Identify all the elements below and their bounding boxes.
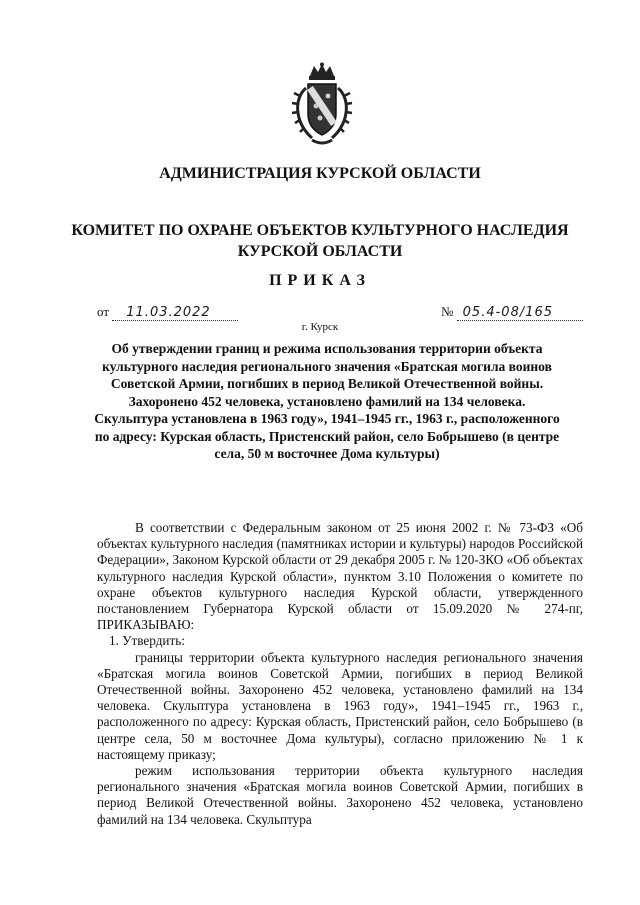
committee-title (0, 220, 640, 262)
administration-title: АДМИНИСТРАЦИЯ КУРСКОЙ ОБЛАСТИ (159, 165, 481, 182)
date-value: 11.03.2022 (112, 305, 238, 321)
body-paragraph: режим использования территории объекта культурного наследия регионального значения «Братская могила воинов Советской Армии, погибших в период Великой Отечественной войны. Захоронено 452 человека, установлено фамилий на 134 человека. Скульптура (97, 763, 583, 827)
coat-of-arms-icon (290, 62, 354, 146)
body-paragraph: 1. Утвердить: (109, 633, 185, 649)
order-subject: Об утверждении границ и режима использования территории объекта культурного наследия регионального значения «Братская могила воинов Советской Армии, погибших в период Великой Отечественной войны. Захоронено 452 человека, установлено фамилий на 134 человека. Скульптура установлена в 1963 году», 1941–1945 гг., 1963 г., расположенного по адресу: Курская область, Пристенский район, село Бобрышево (в центре села, 50 м восточнее Дома культуры) (94, 341, 560, 461)
number-field (441, 304, 583, 321)
order-body (97, 520, 583, 828)
committee-title-line2: КУРСКОЙ ОБЛАСТИ (237, 243, 403, 260)
committee-title-line1: КОМИТЕТ ПО ОХРАНЕ ОБЪЕКТОВ КУЛЬТУРНОГО НАСЛЕДИЯ (71, 222, 569, 239)
body-paragraph: В соответствии с Федеральным законом от 25 июня 2002 г. № 73-ФЗ «Об объектах культурного наследия (памятниках истории и культуры) народов Российской Федерации», Законом Курской области от 29 декабря 2005 г. № 120-ЗКО «Об объектах культурного наследия Курской области», пунктом 3.10 Положения о комитете по охране объектов культурного наследия Курской области, утвержденного постановлением Губернатора Курской области от 15.09.2020 № 274-пг, ПРИКАЗЫВАЮ: (97, 520, 583, 633)
number-prefix: № (441, 304, 454, 319)
document-type: ПРИКАЗ (269, 272, 371, 289)
number-value: 05.4-08/165 (457, 305, 583, 321)
date-field (97, 304, 238, 321)
date-prefix: от (97, 304, 110, 319)
body-paragraph: границы территории объекта культурного наследия регионального значения «Братская могила воинов Советской Армии, погибших в период Великой Отечественной войны. Захоронено 452 человека, установлено фамилий на 134 человека. Скульптура установлена в 1963 году», 1941–1945 гг., 1963 г., расположенного по адресу: Курская область, Пристенский район, село Бобрышево (в центре села, 50 м восточнее Дома культуры), согласно приложению № 1 к настоящему приказу; (97, 649, 583, 762)
city-label: г. Курск (301, 321, 339, 333)
